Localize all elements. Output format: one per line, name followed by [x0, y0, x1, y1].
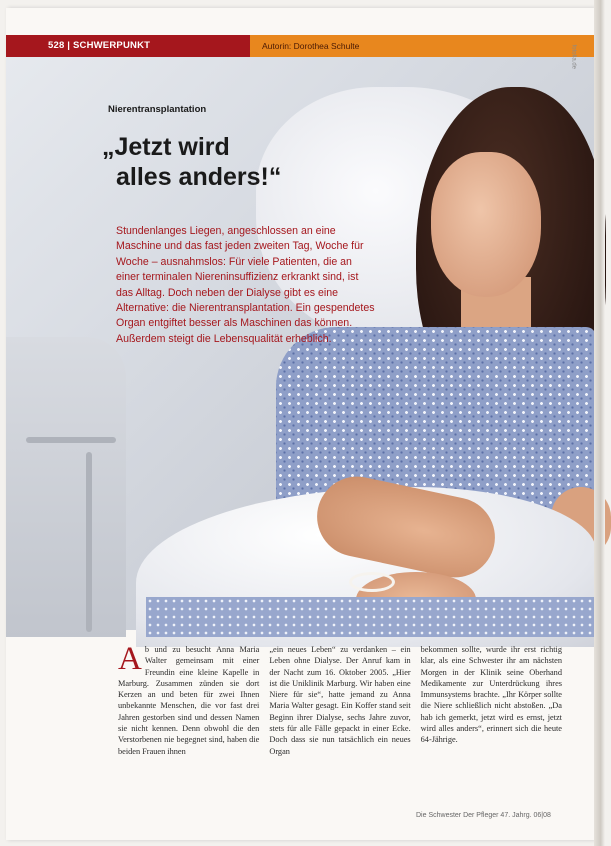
- patient-face: [431, 152, 541, 297]
- bed-rail: [26, 437, 116, 443]
- body-column-1: [118, 641, 260, 824]
- magazine-page: [6, 8, 594, 840]
- blanket-lower-edge: [146, 597, 596, 637]
- page-edge: [594, 0, 605, 846]
- section-header: [6, 35, 594, 57]
- article-headline: [102, 132, 281, 192]
- article-intro: Stundenlanges Liegen, angeschlossen an eine Maschine und das fast jeden zweiten Tag, Woche für Woche – ausnahmslos: Für viele Patienten, die an einer terminalen Niereninsuffizienz erkrankt sind, ist das Alltag. Doch neben der Dialyse gibt es eine Alternative: die Nierentransplantation. Ein gespendetes Organ entgiftet besser als Maschinen das können. Außerdem steigt die Lebensqualität erheblich.: [116, 225, 375, 345]
- drop-cap: A: [118, 641, 142, 677]
- body-column-3: bekommen sollte, wurde ihr erst richtig klar, als eine Schwester ihr am nächsten Morgen in der Klinik seine Oberhand Medikamente zur Unterdrückung ihres Immunsystems brachte. „Ihr Körper sollte die Niere schließlich nicht abstoßen. „Da hab ich gemerkt, jetzt wird es ernst, jetzt wird alles anders“, erinnert sich die heute 64-Jährige.: [420, 645, 562, 745]
- page-footer: Die Schwester Der Pfleger 47. Jahrg. 06|08: [416, 812, 551, 819]
- section-label: 528 | SCHWERPUNKT: [6, 35, 250, 57]
- bed-rail-post: [86, 452, 92, 632]
- article-body: [118, 641, 562, 824]
- body-column-2: „ein neues Leben“ zu verdanken – ein Leben ohne Dialyse. Der Anruf kam in der Nacht zum 16. Oktober 2005. „Hier ist die Uniklinik Marburg. Wir haben eine Niere für sie“, hatte jemand zu Anna Maria Walter gesagt. Ein Koffer stand seit Beginn ihrer Dialyse, sechs Jahre zuvor, stets für alle Fälle gepackt in einer Ecke. Doch dass sie nun tatsächlich ein neues Organ: [269, 645, 411, 756]
- author-label: Autorin: Dorothea Schulte: [250, 35, 594, 57]
- bed-frame: [6, 337, 126, 637]
- headline-line-1: „Jetzt wird: [102, 133, 230, 161]
- bracelet: [349, 572, 395, 592]
- photo-credit: fotolia.de: [570, 44, 576, 69]
- body-column-1-text: b und zu besucht Anna Maria Walter gemeinsam mit einer Freundin eine kleine Kapelle in Marburg. Zusammen zünden sie dort Kerzen an und beten für zwei Ihnen unbekannte Menschen, die vor fast drei Jahren gestorben sind und dessen Namen sie nicht kennen. Denn obwohl die den Verstorbenen nie begegnet sind, haben die beiden Frauen ihnen: [118, 645, 260, 756]
- article-kicker: Nierentransplantation: [108, 104, 207, 115]
- headline-line-2: alles anders!“: [116, 163, 282, 191]
